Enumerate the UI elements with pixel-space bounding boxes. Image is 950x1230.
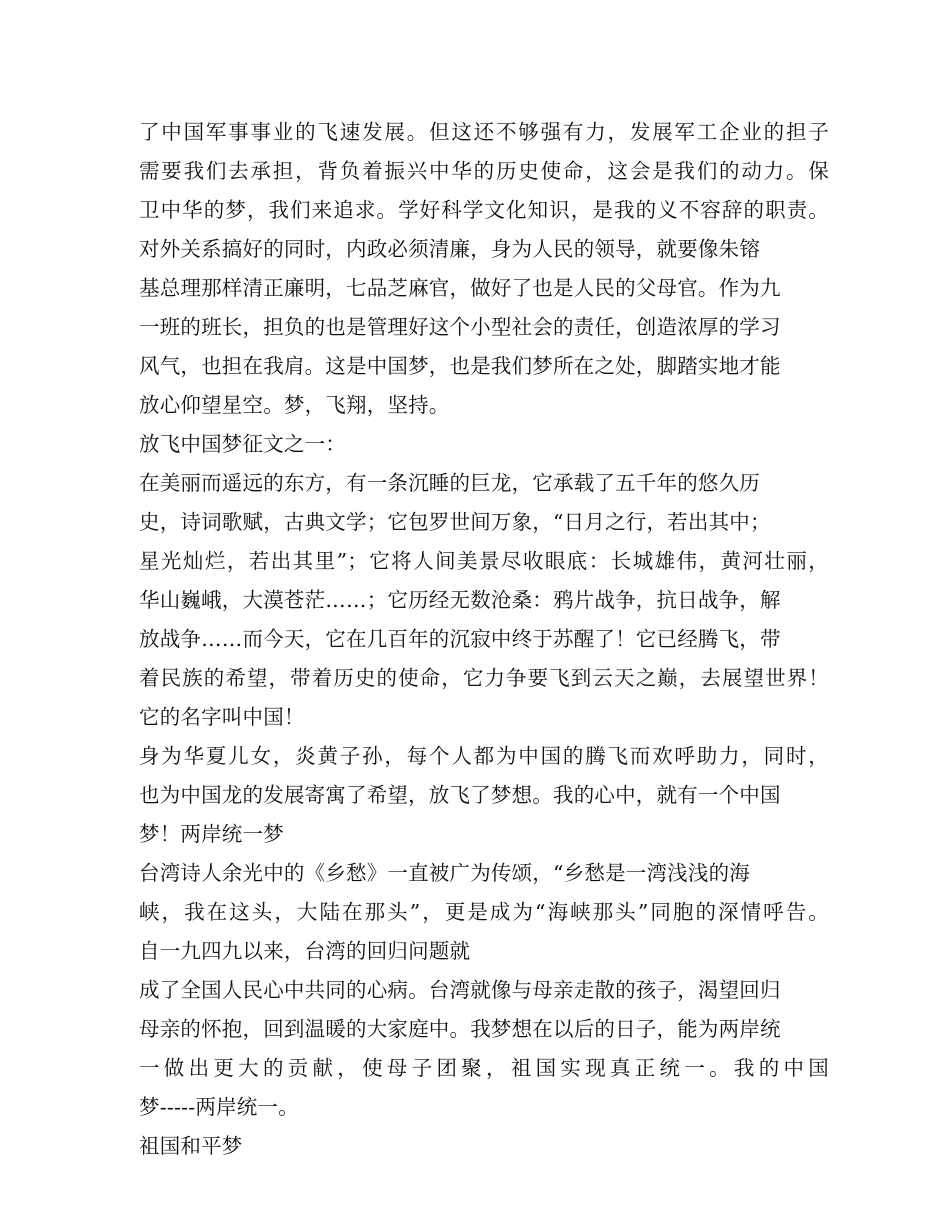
text-line: 身为华夏儿女，炎黄子孙，每个人都为中国的腾飞而欢呼助力，同时， [139, 744, 829, 768]
text-line: 梦-----两岸统一。 [139, 1095, 299, 1119]
text-line: 它的名字叫中国！ [139, 705, 305, 729]
text-line: 风气，也担在我肩。这是中国梦，也是我们梦所在之处，脚踏实地才能 [139, 354, 781, 378]
text-line: 台湾诗人余光中的《乡愁》一直被广为传颂，“乡愁是一湾浅浅的海 [139, 861, 750, 885]
text-line: 一班的班长，担负的也是管理好这个小型社会的责任，创造浓厚的学习 [139, 315, 781, 339]
text-line: 华山巍峨，大漠苍茫……；它历经无数沧桑：鸦片战争，抗日战争，解 [139, 588, 781, 612]
text-line: 放战争……而今天，它在几百年的沉寂中终于苏醒了！它已经腾飞，带 [139, 627, 781, 651]
text-line: 星光灿烂，若出其里”；它将人间美景尽收眼底：长城雄伟，黄河壮丽， [139, 549, 829, 573]
text-line: 梦！两岸统一梦 [139, 822, 284, 846]
text-line: 史，诗词歌赋，古典文学；它包罗世间万象，“日月之行，若出其中； [139, 510, 771, 534]
text-line: 基总理那样清正廉明，七品芝麻官，做好了也是人民的父母官。作为九 [139, 276, 781, 300]
text-line: 母亲的怀抱，回到温暖的大家庭中。我梦想在以后的日子，能为两岸统 [139, 1017, 781, 1041]
section-heading: 祖国和平梦 [139, 1134, 243, 1158]
text-line: 着民族的希望，带着历史的使命，它力争要飞到云天之巅，去展望世界！ [139, 666, 829, 690]
section-heading: 放飞中国梦征文之一： [139, 432, 346, 456]
text-line: 一做出更大的贡献，使母子团聚，祖国实现真正统一。我的中国 [139, 1056, 829, 1080]
text-line: 对外关系搞好的同时，内政必须清廉，身为人民的领导，就要像朱镕 [139, 237, 760, 261]
text-line: 了中国军事事业的飞速发展。但这还不够强有力，发展军工企业的担子 [139, 120, 829, 144]
text-line: 在美丽而遥远的东方，有一条沉睡的巨龙，它承载了五千年的悠久历 [139, 471, 760, 495]
document-text [139, 113, 829, 1166]
text-line: 放心仰望星空。梦，飞翔，坚持。 [139, 393, 450, 417]
text-line: 峡，我在这头，大陆在那头”，更是成为“海峡那头”同胞的深情呼告。 [139, 900, 829, 924]
text-line: 卫中华的梦，我们来追求。学好科学文化知识，是我的义不容辞的职责。 [139, 198, 829, 222]
text-line: 需要我们去承担，背负着振兴中华的历史使命，这会是我们的动力。保 [139, 159, 829, 183]
text-line: 也为中国龙的发展寄寓了希望，放飞了梦想。我的心中，就有一个中国 [139, 783, 781, 807]
text-line: 成了全国人民心中共同的心病。台湾就像与母亲走散的孩子，渴望回归 [139, 978, 781, 1002]
text-line: 自一九四九以来，台湾的回归问题就 [139, 939, 471, 963]
